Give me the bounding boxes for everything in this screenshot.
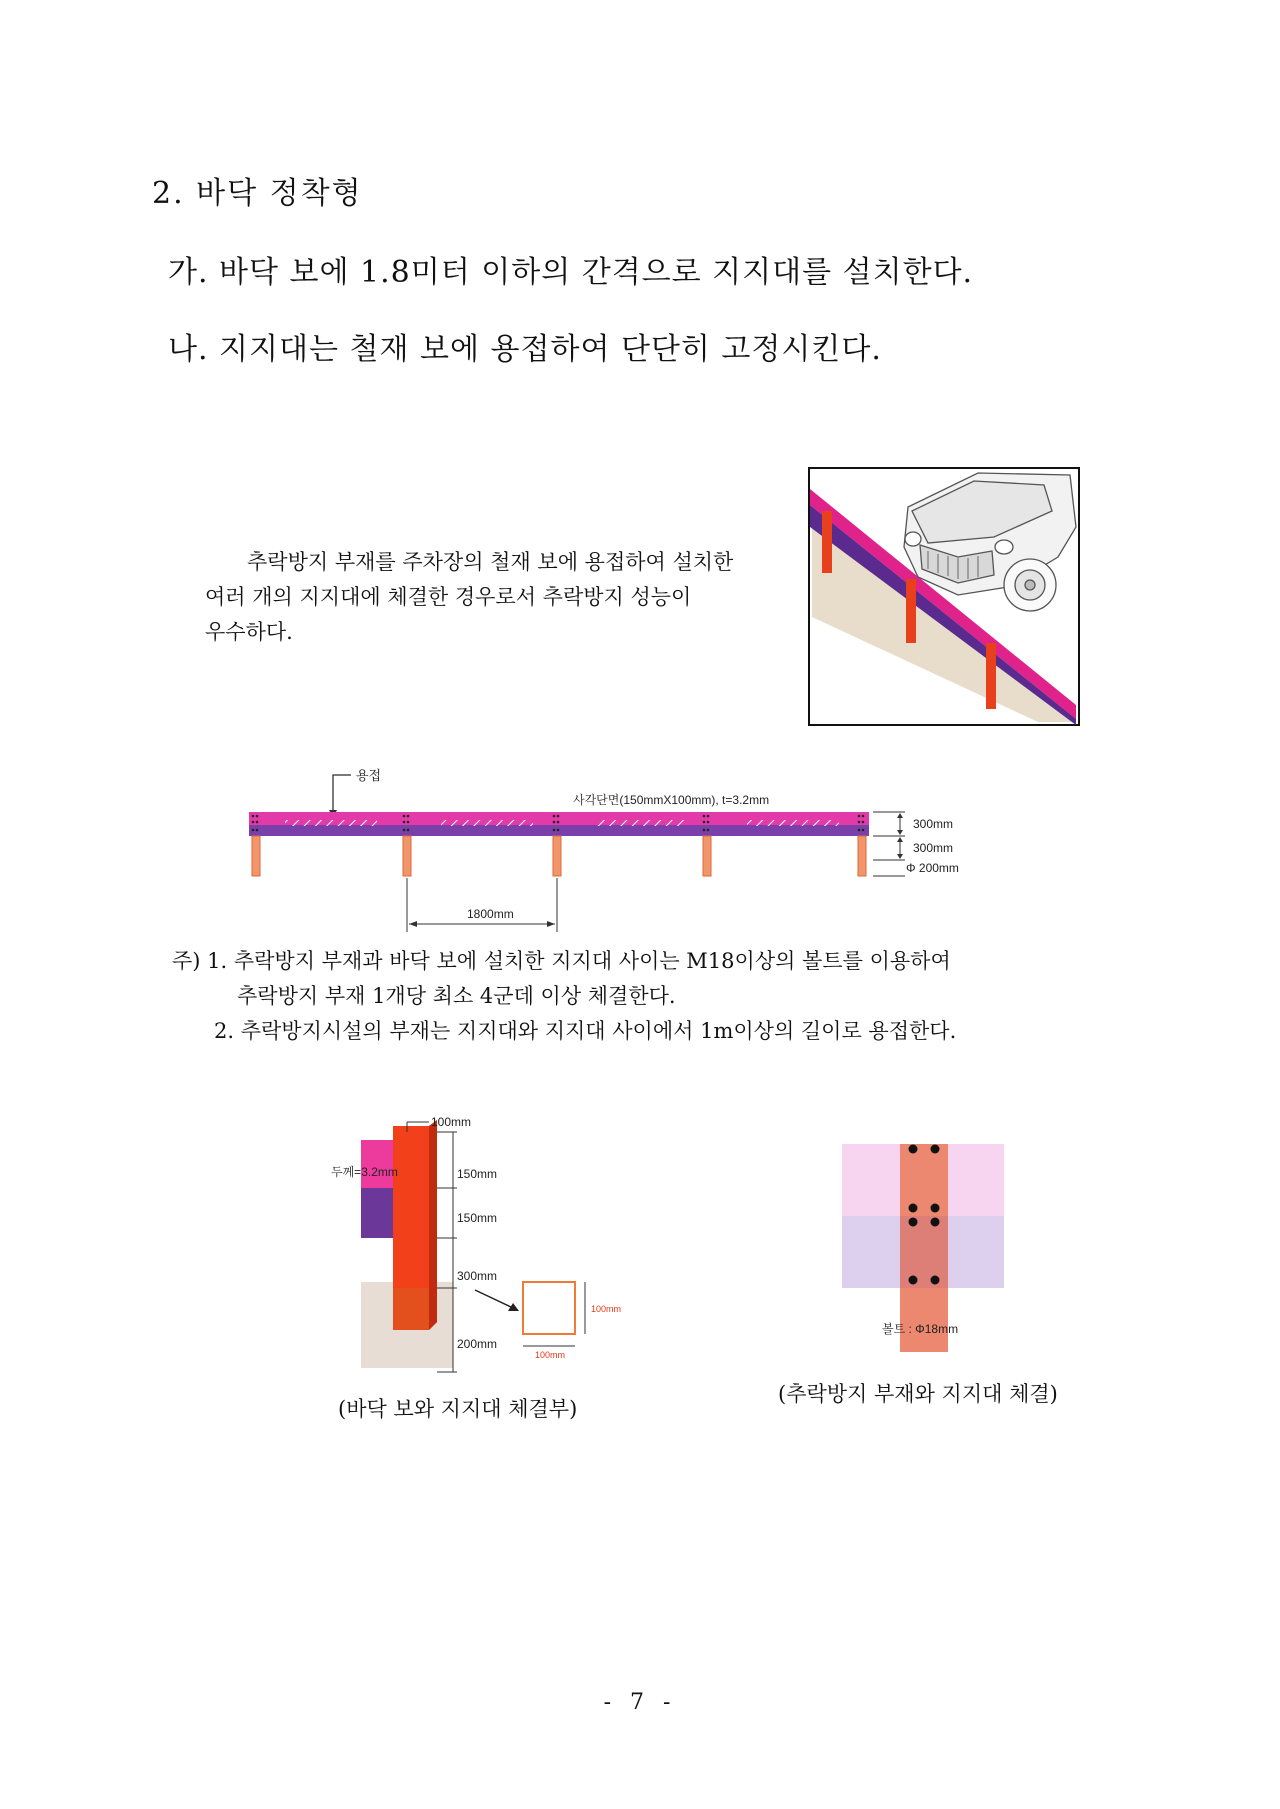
- height-label-2: 150mm: [457, 1211, 498, 1225]
- support-post: [703, 836, 711, 876]
- note-line-1: 주) 1. 추락방지 부재과 바닥 보에 설치한 지지대 사이는 M18이상의 볼트를 이용하여: [172, 949, 951, 973]
- dimension-label-bottom: Φ 200mm: [906, 861, 959, 875]
- square-width-label: 100mm: [535, 1350, 566, 1360]
- description-line: 우수하다.: [205, 620, 293, 644]
- description-paragraph: [205, 545, 780, 650]
- dimension-label-middle: 300mm: [913, 841, 954, 855]
- weld-leader-line: [333, 775, 335, 814]
- post-connection-detail: [325, 1112, 635, 1382]
- support-post: [403, 836, 411, 876]
- width-label: 100mm: [431, 1115, 472, 1129]
- elevation-diagram: [245, 760, 985, 940]
- description-line: 추락방지 부재를 주차장의 철재 보에 용접하여 설치한: [247, 550, 734, 574]
- instruction-item-2: 나. 지지대는 철재 보에 용접하여 단단히 고정시킨다.: [168, 332, 882, 367]
- height-label-4: 200mm: [457, 1337, 498, 1351]
- bolt-connection-detail: [840, 1140, 1010, 1360]
- caption-left: (바닥 보와 지지대 체결부): [338, 1397, 578, 1421]
- perspective-illustration: [808, 467, 1080, 726]
- support-post: [858, 836, 866, 876]
- note-line-1-cont: 추락방지 부재 1개당 최소 4군데 이상 체결한다.: [237, 984, 676, 1008]
- section-square: [523, 1282, 575, 1334]
- spacing-label: 1800mm: [467, 907, 514, 921]
- height-label-1: 150mm: [457, 1167, 498, 1181]
- support-post: [252, 836, 260, 876]
- notes-block: [172, 944, 956, 1049]
- height-label-3: 300mm: [457, 1269, 498, 1283]
- weld-label: 용접: [356, 768, 382, 783]
- support-post: [906, 579, 916, 643]
- note-line-2: 2. 추락방지시설의 부재는 지지대와 지지대 사이에서 1m이상의 길이로 용접한다.: [214, 1019, 957, 1043]
- dimension-label-top: 300mm: [913, 817, 954, 831]
- support-post: [822, 511, 832, 573]
- description-line: 여러 개의 지지대에 체결한 경우로서 추락방지 성능이: [205, 585, 692, 609]
- section-label: 사각단면(150mmX100mm), t=3.2mm: [573, 793, 770, 807]
- page-number: - 7 -: [603, 1690, 677, 1715]
- support-post: [986, 643, 996, 709]
- section-heading: 2. 바닥 정착형: [152, 176, 363, 211]
- instruction-item-1: 가. 바닥 보에 1.8미터 이하의 간격으로 지지대를 설치한다.: [168, 255, 974, 290]
- caption-right: (추락방지 부재와 지지대 체결): [778, 1382, 1058, 1406]
- square-height-label: 100mm: [591, 1304, 622, 1314]
- support-post: [553, 836, 561, 876]
- thickness-label: 두께=3.2mm: [331, 1165, 398, 1179]
- bolt-label: 볼트 : Φ18mm: [882, 1322, 959, 1336]
